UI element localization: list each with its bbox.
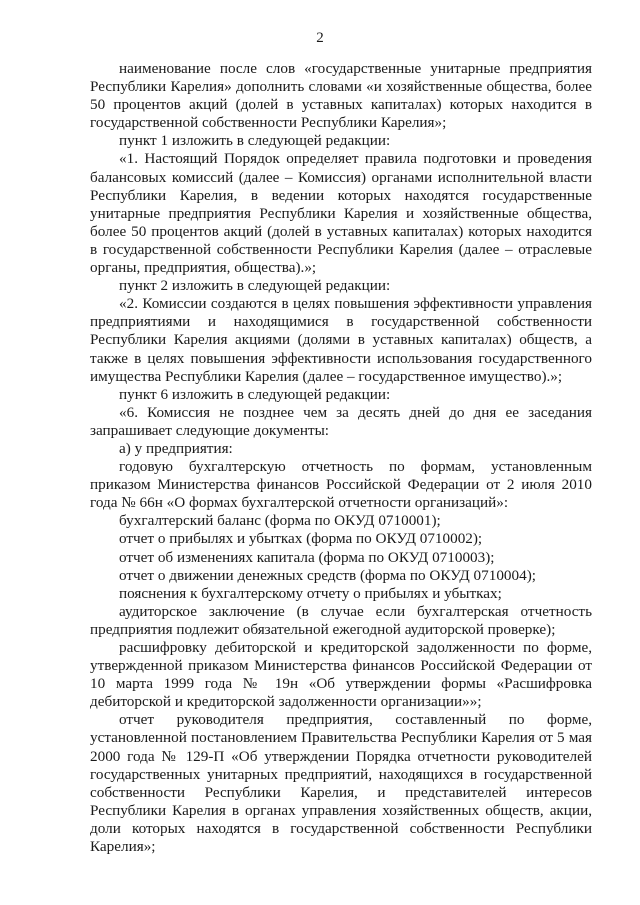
paragraph: «1. Настоящий Порядок определяет правила подготовки и проведения балансовых комиссий (далее – Комиссия) органами исполнительной власти Республики Карелия, в ведении которых находятся государственные унитарные предприятия Республики Карелия и хозяйственные общества, более 50 процентов акций (долей в уставных капиталах) которых находится в государственной собственности Республики Карелия (далее – отраслевые органы, предприятия, общества).»; [90,150,592,277]
paragraph: бухгалтерский баланс (форма по ОКУД 0710001); [119,512,441,530]
paragraph: отчет об изменениях капитала (форма по ОКУД 0710003); [119,548,495,566]
paragraph: годовую бухгалтерскую отчетность по формам, установленным приказом Министерства финансов Российской Федерации от 2 июля 2010 года № 66н «О формах бухгалтерской отчетности организаций»: [90,458,592,512]
paragraph: а) у предприятия: [119,439,233,457]
paragraph: пояснения к бухгалтерскому отчету о прибылях и убытках; [119,584,502,602]
paragraph: пункт 6 изложить в следующей редакции: [119,385,391,403]
paragraph: аудиторское заключение (в случае если бухгалтерская отчетность предприятия подлежит обязательной ежегодной аудиторской проверке); [90,602,592,638]
paragraph: отчет руководителя предприятия, составленный по форме, установленной постановлением Правительства Республики Карелия от 5 мая 2000 года № 129-П «Об утверждении Порядка отчетности руководителей государственных унитарных предприятий, находящихся в государственной собственности Республики Карелия, и представителей интересов Республики Карелия в органах управления хозяйственных обществ, акции, доли которых находятся в государственной собственности Республики Карелия»; [90,711,592,856]
paragraph: отчет о прибылях и убытках (форма по ОКУД 0710002); [119,530,483,548]
paragraph: наименование после слов «государственные унитарные предприятия Республики Карелия» дополнить словами «и хозяйственные общества, более 50 процентов акций (долей в уставных капиталах) которых находится в государственной собственности Республики Карелия»; [90,60,592,132]
document-body [90,60,592,856]
paragraph: отчет о движении денежных средств (форма по ОКУД 0710004); [119,566,536,584]
paragraph: «2. Комиссии создаются в целях повышения эффективности управления предприятиями и находящимися в государственной собственности Республики Карелия акциями (долями в уставных капиталах) обществ, а также в целях повышения эффективности использования государственного имущества Республики Карелия (далее – государственное имущество).»; [90,295,592,385]
paragraph: пункт 1 изложить в следующей редакции: [119,132,391,150]
page-number: 2 [316,30,324,46]
paragraph: пункт 2 изложить в следующей редакции: [119,277,391,295]
paragraph: расшифровку дебиторской и кредиторской задолженности по форме, утвержденной приказом Министерства финансов Российской Федерации от 10 марта 1999 года № 19н «Об утверждении формы «Расшифровка дебиторской и кредиторской задолженности организации»»; [90,639,592,711]
paragraph: «6. Комиссия не позднее чем за десять дней до дня ее заседания запрашивает следующие документы: [90,403,592,439]
